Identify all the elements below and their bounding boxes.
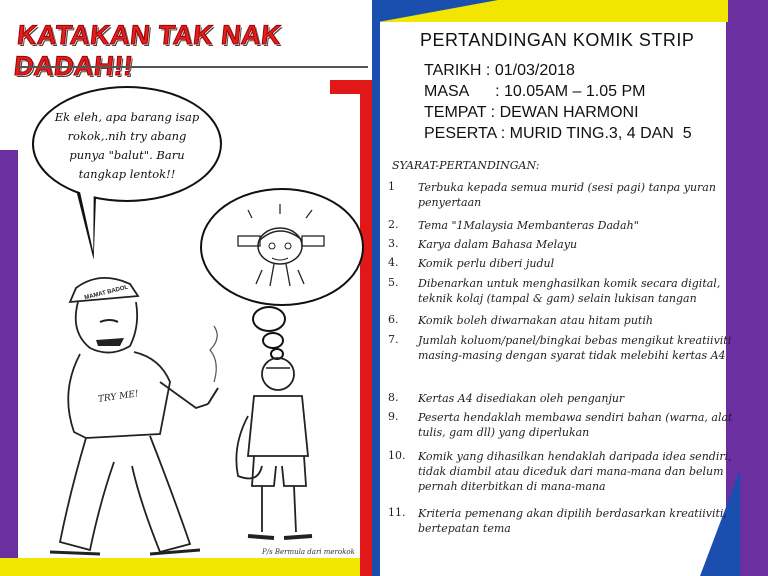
rule-text: Komik perlu diberi judul (418, 257, 555, 270)
rule-number: 10. (388, 449, 406, 462)
rule-text: Terbuka kepada semua murid (sesi pagi) tanpa yuran penyertaan (418, 181, 716, 209)
red-divider-cap (330, 80, 378, 94)
detail-label: MASA (424, 83, 469, 100)
rule-number: 8. (388, 391, 399, 404)
headline-underline (18, 62, 368, 68)
rule-number: 1 (388, 180, 395, 193)
detail-value: 10.05AM – 1.05 PM (504, 83, 646, 100)
schoolboy-sketch (218, 356, 338, 556)
blue-divider-bar (372, 0, 380, 576)
rule-number: 3. (388, 237, 399, 250)
rule-number: 9. (388, 410, 399, 423)
detail-date: TARIKH : 01/03/2018 (424, 62, 575, 79)
rule-text: Kertas A4 disediakan oleh penganjur (418, 392, 625, 405)
rule-number: 11. (388, 506, 406, 519)
detail-time: MASA : 10.05AM – 1.05 PM (424, 83, 646, 100)
competition-title: PERTANDINGAN KOMIK STRIP (420, 30, 695, 50)
rule-text: Kriteria pemenang akan dipilih berdasarkan kreatiiviti, bertepatan tema (418, 507, 727, 535)
rule-number: 6. (388, 313, 399, 326)
detail-value: DEWAN HARMONI (499, 104, 639, 121)
shirt-text: TRY ME! (97, 389, 140, 405)
detail-label: PESERTA (424, 125, 497, 142)
rule-number: 7. (388, 333, 399, 346)
detail-label: TEMPAT (424, 104, 487, 121)
rule-text: Komik boleh diwarnakan atau hitam putih (418, 314, 653, 327)
detail-venue: TEMPAT : DEWAN HARMONI (424, 104, 639, 121)
rule-text: Tema "1Malaysia Membanteras Dadah" (418, 219, 639, 232)
thought-bubble-dot (252, 306, 286, 332)
smoking-man-sketch (40, 262, 240, 568)
rule-text: Karya dalam Bahasa Melayu (418, 238, 578, 251)
rule-text: Komik yang dihasilkan hendaklah daripada idea sendiri, tidak diambil atau diceduk dari mana-mana dan belum pernah diterbitkan di mana-mana (418, 450, 732, 493)
detail-value: 01/03/2018 (494, 62, 575, 79)
detail-participants: PESERTA : MURID TING.3, 4 DAN 5 (424, 125, 692, 142)
blue-corner-top (378, 0, 498, 22)
rule-text: Dibenarkan untuk menghasilkan komik secara digital, teknik kolaj (tampal & gam) selain lukisan tangan (418, 277, 721, 305)
poster-headline: KATAKAN TAK NAK DADAH!! (12, 20, 283, 81)
cap-label: MAMAT BADOL (83, 284, 129, 302)
speech-bubble-text: Ek eleh, apa barang isap rokok,.nih try abang punya "balut". Baru tangkap lentok!! (54, 110, 200, 181)
rule-text: Peserta hendaklah membawa sendiri bahan (warna, alat tulis, gam dll) yang diperlukan (418, 411, 733, 439)
rule-number: 4. (388, 256, 399, 269)
purple-border-left (0, 150, 18, 576)
detail-label: TARIKH (424, 62, 482, 79)
thought-bubble-dot (262, 332, 284, 349)
rule-number: 5. (388, 276, 399, 289)
detail-value: MURID TING.3, 4 DAN 5 (509, 125, 692, 142)
rules-heading: SYARAT-PERTANDINGAN: (392, 159, 540, 172)
rule-number: 2. (388, 218, 399, 231)
artist-credit: P/s Bermula dari merokok (262, 548, 355, 556)
rule-text: Jumlah koluom/panel/bingkai bebas mengikut kreatiiviti masing-masing dengan syarat tidak melebihi kertas A4 (418, 334, 732, 362)
